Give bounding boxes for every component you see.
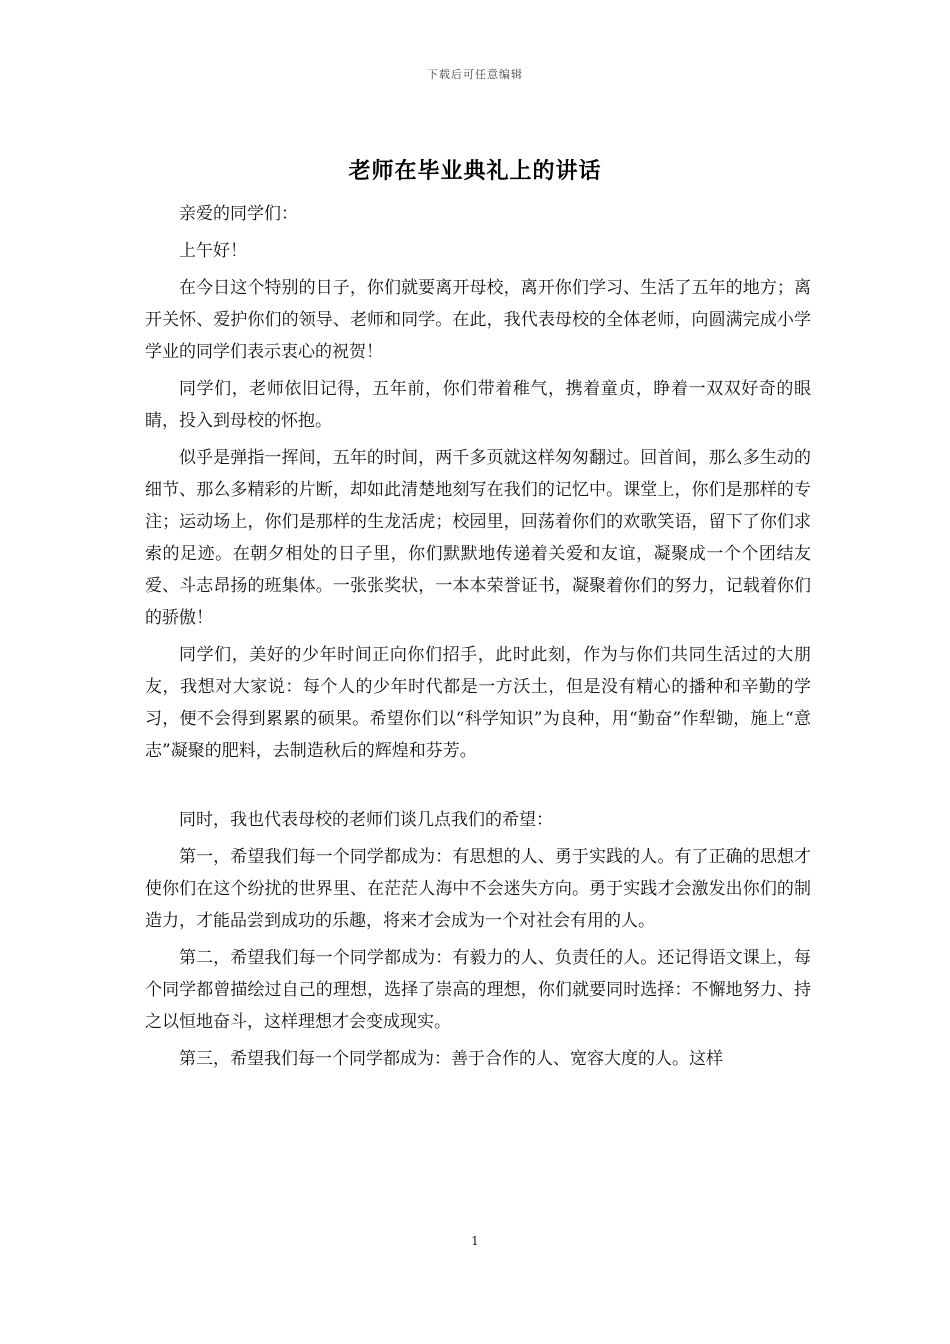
document-title: 老师在毕业典礼上的讲话 [348,158,602,184]
paragraph-hope-second: 第二，希望我们每一个同学都成为：有毅力的人、负责任的人。还记得语文课上，每个同学都曾描绘过自己的理想，选择了崇高的理想，你们就要同时选择：不懈地努力、持之以恒地奋斗，这样理想才会变成现实。 [145,948,811,1032]
paragraph-greeting: 上午好！ [179,241,247,261]
document-body [145,198,811,1080]
paragraph-salutation: 亲爱的同学们： [179,204,298,224]
paragraph-hope-first: 第一，希望我们每一个同学都成为：有思想的人、勇于实践的人。有了正确的思想才使你们在这个纷扰的世界里、在茫茫人海中不会迷失方向。勇于实践才会激发出你们的制造力，才能品尝到成功的乐趣，将来才会成为一个对社会有用的人。 [145,847,811,931]
paragraph-congratulations: 在今日这个特别的日子，你们就要离开母校，离开你们学习、生活了五年的地方；离开关怀、爱护你们的领导、老师和同学。在此，我代表母校的全体老师，向圆满完成小学学业的同学们表示衷心的祝贺！ [145,278,811,362]
paragraph-future: 同学们，美好的少年时间正向你们招手，此时此刻，作为与你们共同生活过的大朋友，我想对大家说：每个人的少年时代都是一方沃土，但是没有精心的播种和辛勤的学习，便不会得到累累的硕果。希望你们以“科学知识”为良种，用“勤奋”作犁锄，施上“意志”凝聚的肥料，去制造秋后的辉煌和芬芳。 [145,645,811,761]
paragraph-hope-third: 第三，希望我们每一个同学都成为：善于合作的人、宽容大度的人。这样 [179,1049,723,1069]
page-number: 1 [471,1234,479,1248]
page-header-note: 下载后可任意编辑 [427,68,523,81]
paragraph-five-years: 似乎是弹指一挥间，五年的时间，两千多页就这样匆匆翻过。回首间，那么多生动的细节、那么多精彩的片断，却如此清楚地刻写在我们的记忆中。课堂上，你们是那样的专注；运动场上，你们是那样的生龙活虎；校园里，回荡着你们的欢歌笑语，留下了你们求索的足迹。在朝夕相处的日子里，你们默默地传递着关爱和友谊，凝聚成一个个团结友爱、斗志昂扬的班集体。一张张奖状，一本本荣誉证书，凝聚着你们的努力，记载着你们的骄傲！ [145,448,811,628]
paragraph-hopes-intro: 同时，我也代表母校的老师们谈几点我们的希望： [179,810,553,830]
paragraph-memory: 同学们，老师依旧记得，五年前，你们带着稚气，携着童贞，睁着一双双好奇的眼睛，投入到母校的怀抱。 [145,379,811,431]
